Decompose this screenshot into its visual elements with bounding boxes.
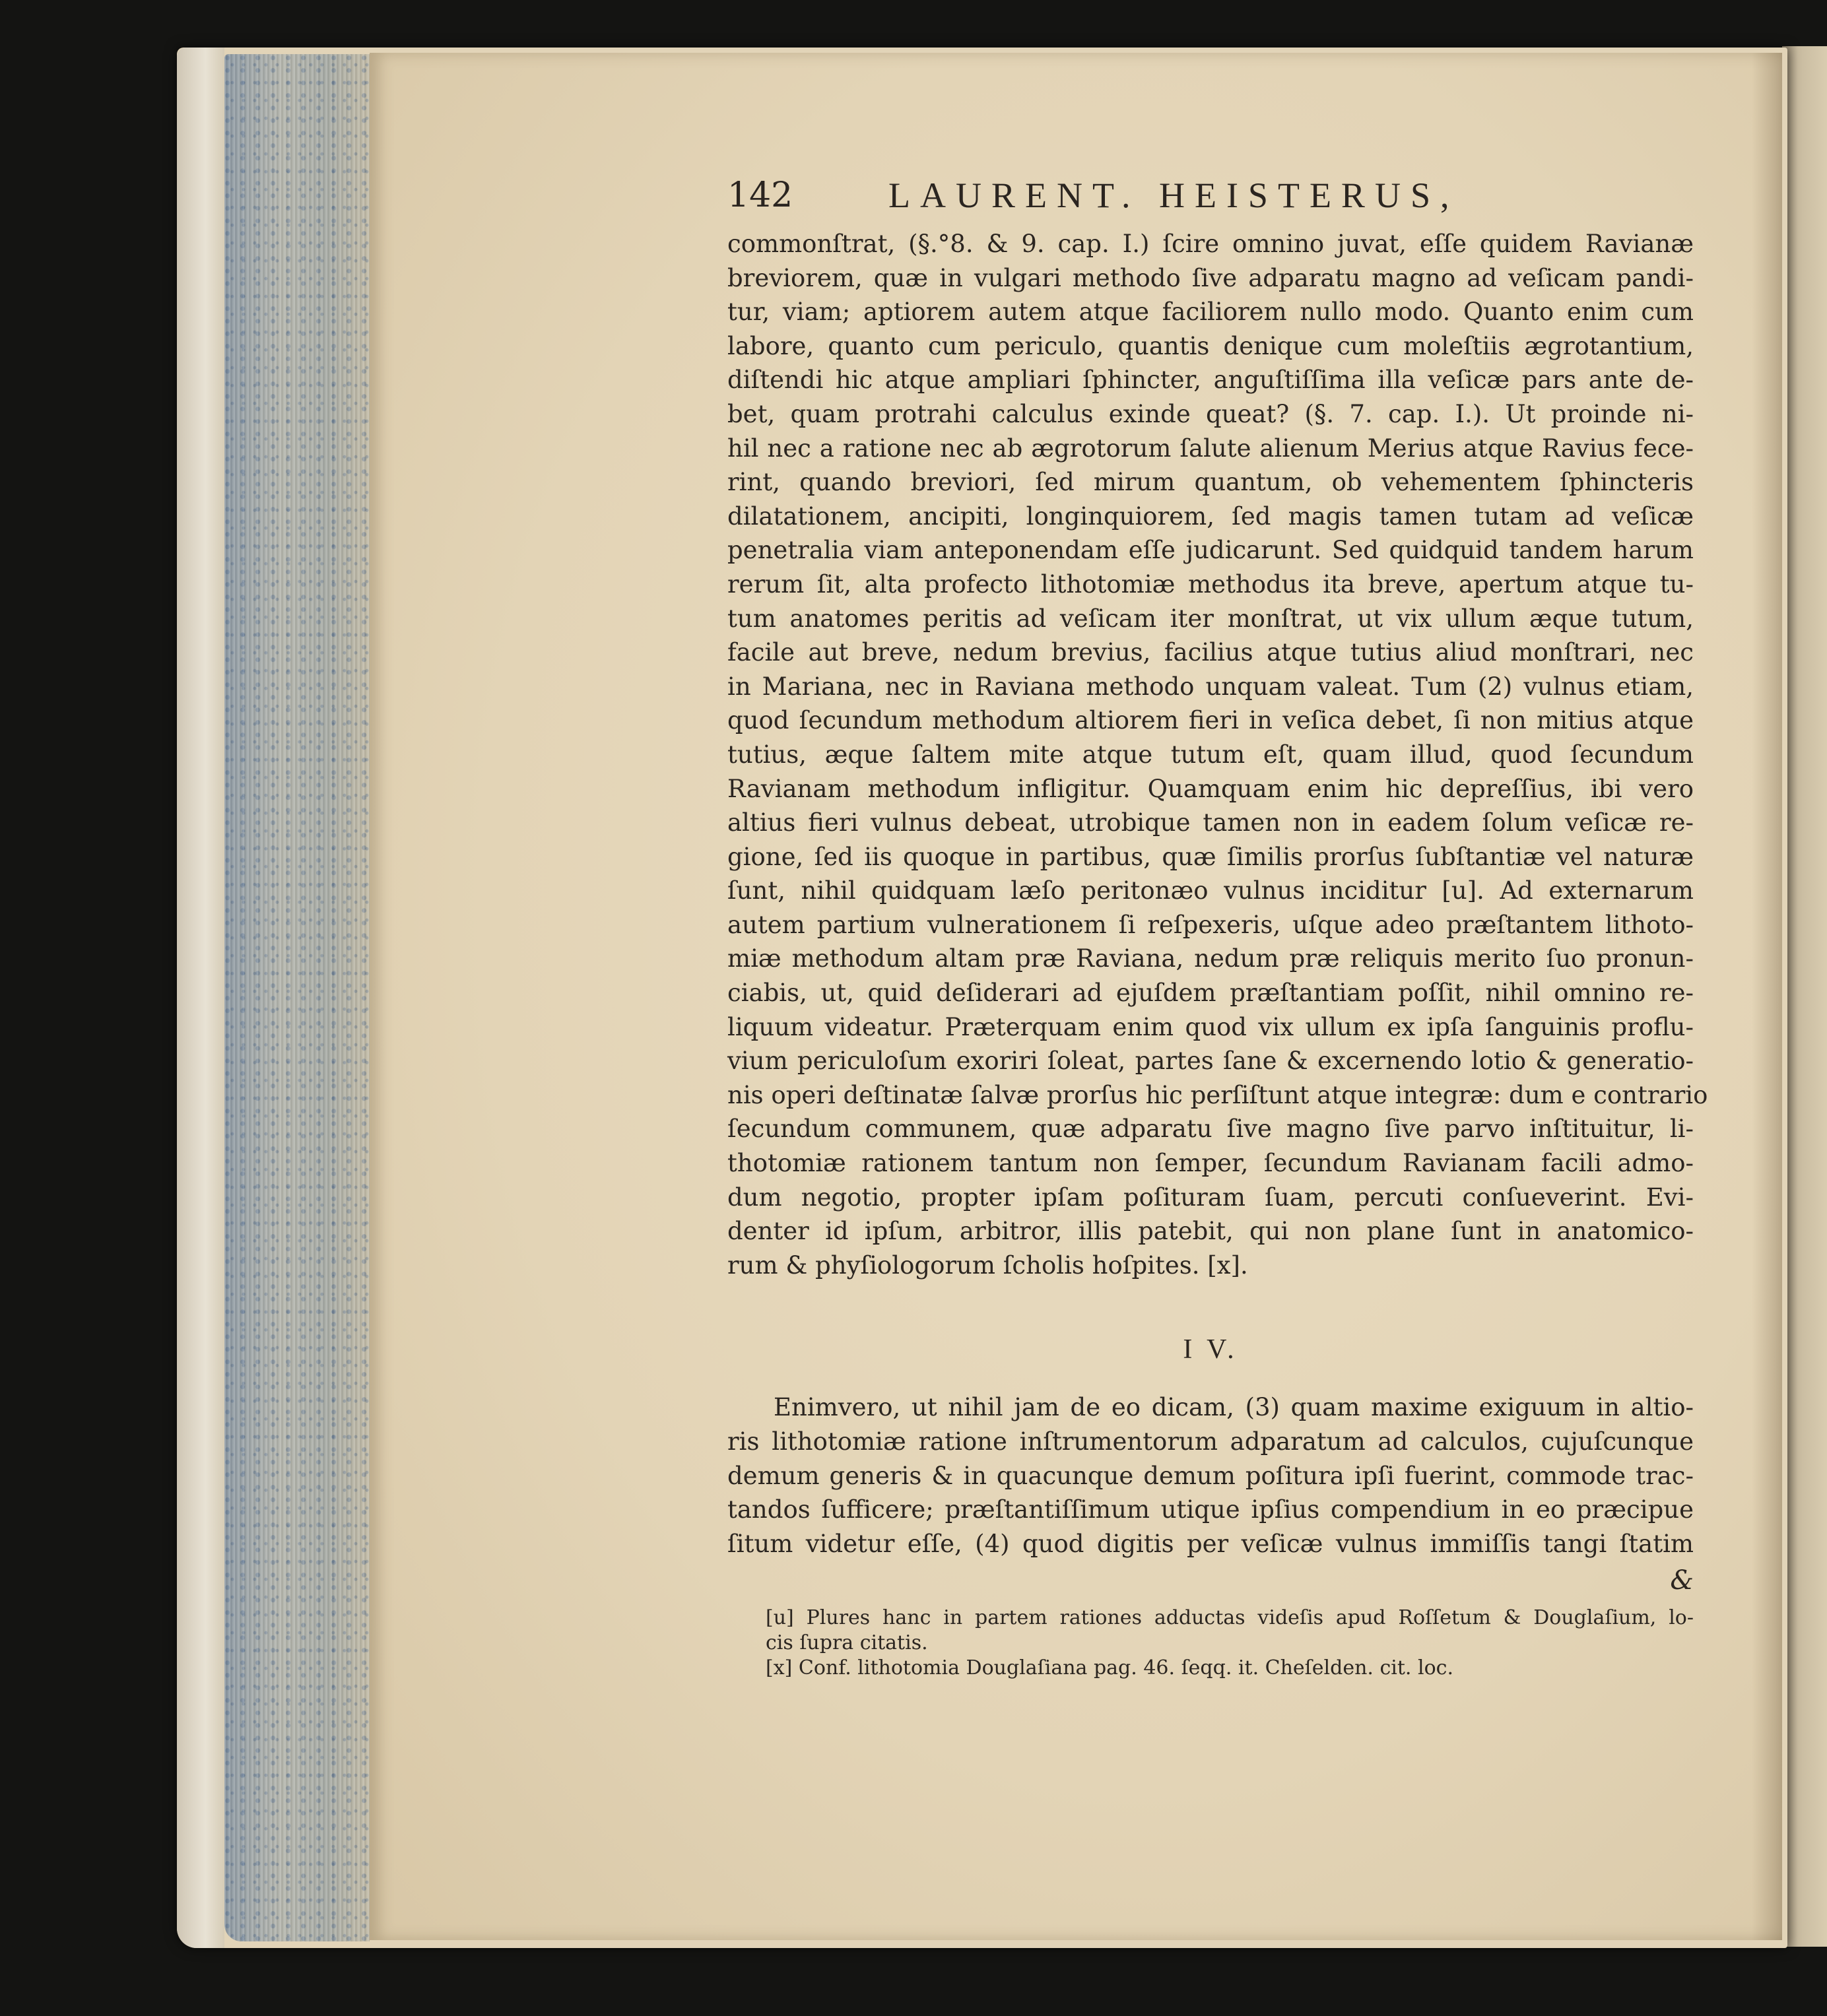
text-line: tandos ſufficere; præſtantiſſimum utique ipſius compendium in eo præcipue <box>727 1495 1694 1524</box>
text-line: Enimvero, ut nihil jam de eo dicam, (3) quam maxime exiguum in altio- <box>774 1393 1694 1422</box>
page-fore-edge <box>224 54 370 1941</box>
cover-edge <box>177 48 224 1948</box>
text-line: ſecundum communem, quæ adparatu ſive magno ſive parvo inſtituitur, li- <box>727 1115 1694 1144</box>
text-line: dilatationem, ancipiti, longinquiorem, ſed magis tamen tutam ad veſicæ <box>727 502 1694 531</box>
next-page-edge <box>1782 46 1827 1947</box>
text-line: Ravianam methodum infligitur. Quamquam enim hic depreſſius, ibi vero <box>727 774 1694 803</box>
text-line: labore, quanto cum periculo, quantis denique cum moleſtiis ægrotantium, <box>727 331 1694 360</box>
page-number: 142 <box>727 176 793 215</box>
running-head: LAURENT. HEISTERUS, <box>888 176 1459 215</box>
footnote-line: cis ſupra citatis. <box>766 1631 928 1655</box>
text-line: rum & phyſiologorum ſcholis hoſpites. [x]. <box>727 1251 1248 1280</box>
text-line: altius fieri vulnus debeat, utrobique tamen non in eadem ſolum veſicæ re- <box>727 808 1694 837</box>
footnote-line: [u] Plures hanc in partem rationes adductas videſis apud Roſſetum & Douglaſium, lo- <box>766 1606 1694 1630</box>
text-line: tum anatomes peritis ad veſicam iter monſtrat, ut vix ullum æque tutum, <box>727 604 1694 633</box>
text-line: ſitum videtur eſſe, (4) quod digitis per veſicæ vulnus immiſſis tangi ſtatim <box>727 1529 1694 1558</box>
book-page <box>370 53 1782 1940</box>
text-line: hil nec a ratione nec ab ægrotorum ſalute alienum Merius atque Ravius fece- <box>727 434 1694 463</box>
text-line: diſtendi hic atque ampliari ſphincter, anguſtiſſima illa veſicæ pars ante de- <box>727 366 1694 395</box>
text-line: gione, ſed iis quoque in partibus, quæ ſimilis prorſus ſubſtantiæ vel naturæ <box>727 842 1694 871</box>
text-line: vium periculoſum exoriri ſoleat, partes ſane & excernendo lotio & generatio- <box>727 1047 1694 1076</box>
text-line: in Mariana, nec in Raviana methodo unquam valeat. Tum (2) vulnus etiam, <box>727 672 1694 701</box>
text-line: miæ methodum altam præ Raviana, nedum præ reliquis merito ſuo pronun- <box>727 944 1694 973</box>
text-line: ſunt, nihil quidquam læſo peritonæo vulnus inciditur [u]. Ad externarum <box>727 876 1694 905</box>
page-text-block <box>727 164 1708 1681</box>
footnote-line: [x] Conf. lithotomia Douglaſiana pag. 46. ſeqq. it. Cheſelden. cit. loc. <box>766 1656 1453 1680</box>
text-line: autem partium vulnerationem ſi reſpexeris, uſque adeo præſtantem lithoto- <box>727 910 1694 939</box>
main-paragraph <box>727 227 1708 1282</box>
text-line: bet, quam protrahi calculus exinde queat? (§. 7. cap. I.). Ut proinde ni- <box>727 399 1694 428</box>
text-line: breviorem, quæ in vulgari methodo ſive adparatu magno ad veſicam pandi- <box>727 263 1694 292</box>
text-line: ris lithotomiæ ratione inſtrumentorum adparatum ad calculos, cujuſcunque <box>727 1427 1694 1456</box>
page-header <box>727 164 1694 227</box>
text-line: rerum ſit, alta profecto lithotomiæ methodus ita breve, apertum atque tu- <box>727 569 1694 599</box>
section-paragraph <box>727 1390 1694 1561</box>
text-line: thotomiæ rationem tantum non ſemper, ſecundum Ravianam facili admo- <box>727 1149 1694 1178</box>
gutter-shadow <box>1752 53 1782 1940</box>
text-line: dum negotio, propter ipſam poſituram ſuam, percuti conſueverint. Evi- <box>727 1183 1694 1212</box>
footnotes <box>727 1606 1694 1681</box>
text-line: rint, quando breviori, ſed mirum quantum, ob vehementem ſphincteris <box>727 468 1694 497</box>
text-line: commonſtrat, (§.°8. & 9. cap. I.) ſcire omnino juvat, eſſe quidem Ravianæ <box>727 230 1694 258</box>
text-line: penetralia viam anteponendam eſſe judicarunt. Sed quidquid tandem harum <box>727 536 1694 565</box>
text-line: quod ſecundum methodum altiorem fieri in veſica debet, ſi non mitius atque <box>727 706 1694 735</box>
text-line: facile aut breve, nedum brevius, facilius atque tutius aliud monſtrari, nec <box>727 638 1694 667</box>
text-line: ciabis, ut, quid deſiderari ad ejuſdem præſtantiam poſſit, nihil omnino re- <box>727 979 1694 1008</box>
text-line: demum generis & in quacunque demum poſitura ipſi fuerint, commode trac- <box>727 1461 1694 1490</box>
text-line: liquum videatur. Præterquam enim quod vix ullum ex ipſa ſanguinis proflu- <box>727 1012 1694 1041</box>
text-line: tutius, æque ſaltem mite atque tutum eſt, quam illud, quod ſecundum <box>727 740 1694 769</box>
catchword: & <box>1670 1565 1694 1596</box>
text-line: nis operi deſtinatæ ſalvæ prorſus hic perſiſtunt atque integræ: dum e contrario <box>727 1080 1708 1109</box>
text-line: tur, viam; aptiorem autem atque faciliorem nullo modo. Quanto enim cum <box>727 298 1694 327</box>
section-heading: I V. <box>1183 1334 1238 1365</box>
text-line: denter id ipſum, arbitror, illis patebit, qui non plane ſunt in anatomico- <box>727 1217 1694 1246</box>
